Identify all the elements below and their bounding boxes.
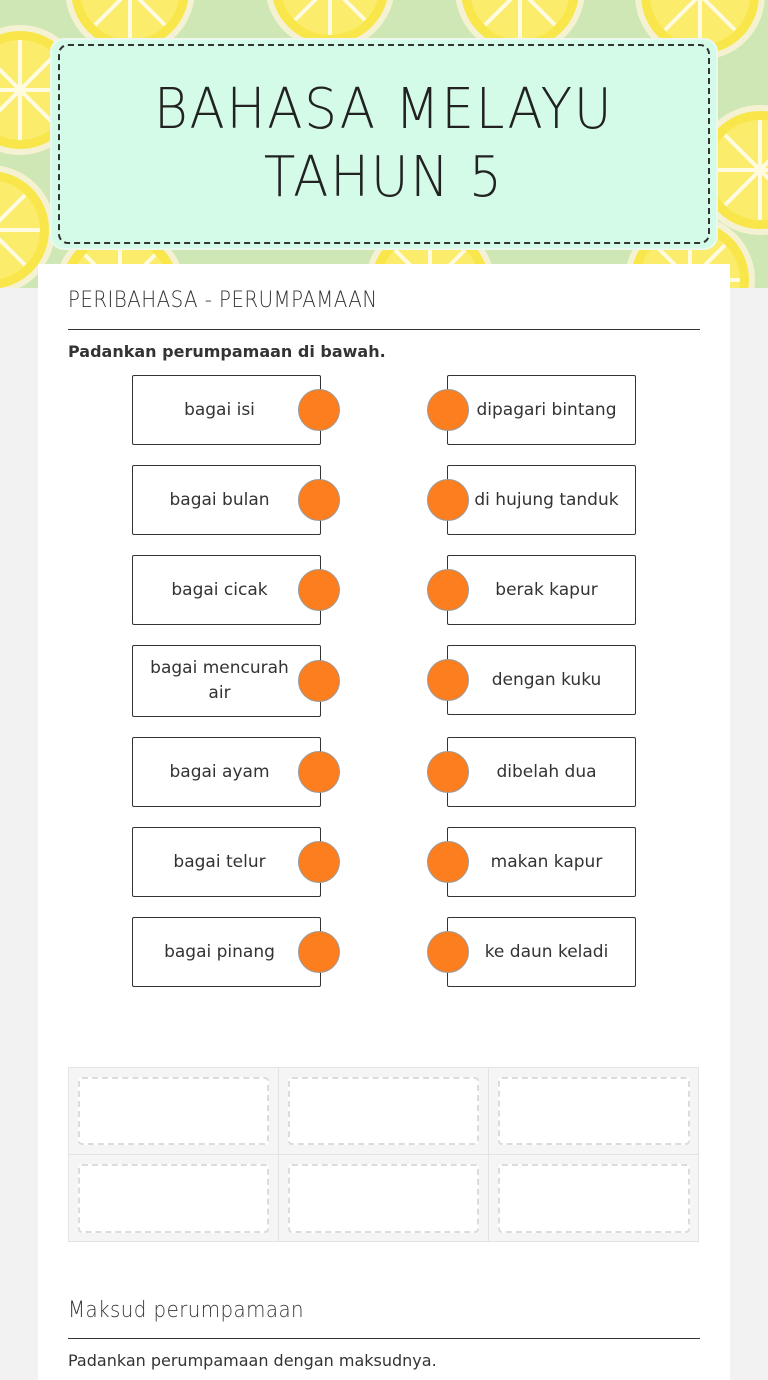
match-item-right[interactable] <box>447 555 636 625</box>
connector-dot-right[interactable] <box>427 479 469 521</box>
match-item-label: di hujung tanduk <box>474 489 619 510</box>
drop-zone[interactable] <box>78 1077 269 1145</box>
grid-cell <box>69 1155 279 1242</box>
match-item-label: bagai bulan <box>169 489 270 510</box>
match-item-right[interactable] <box>447 375 636 445</box>
connector-dot-right[interactable] <box>427 389 469 431</box>
drop-zone[interactable] <box>288 1077 479 1145</box>
match-item-left[interactable] <box>132 555 321 625</box>
connector-dot-right[interactable] <box>427 659 469 701</box>
grid-cell <box>489 1068 699 1155</box>
match-item-label: dengan kuku <box>491 669 602 690</box>
grid-cell <box>279 1155 489 1242</box>
drop-zone[interactable] <box>498 1077 690 1145</box>
match-item-label: bagai pinang <box>164 941 275 962</box>
connector-dot-left[interactable] <box>298 751 340 793</box>
match-item-left[interactable] <box>132 465 321 535</box>
match-item-label: bagai ayam <box>169 761 270 782</box>
match-item-label: bagai isi <box>184 399 255 420</box>
match-item-left[interactable] <box>132 917 321 987</box>
match-item-label: makan kapur <box>490 851 603 872</box>
connector-dot-left[interactable] <box>298 389 340 431</box>
match-item-right[interactable] <box>447 465 636 535</box>
match-item-label: bagai telur <box>173 851 266 872</box>
grid-cell <box>69 1068 279 1155</box>
connector-dot-right[interactable] <box>427 931 469 973</box>
match-item-label: berak kapur <box>495 579 598 600</box>
connector-dot-left[interactable] <box>298 479 340 521</box>
section-divider <box>68 1338 700 1339</box>
instruction-text: Padankan perumpamaan dengan maksudnya. <box>68 1351 437 1370</box>
match-item-label: dibelah dua <box>496 761 597 782</box>
connector-dot-right[interactable] <box>427 841 469 883</box>
grid-cell <box>489 1155 699 1242</box>
match-item-left[interactable] <box>132 375 321 445</box>
match-item-left[interactable] <box>132 645 321 717</box>
worksheet <box>38 264 730 1380</box>
match-item-left[interactable] <box>132 737 321 807</box>
title-card <box>50 38 718 250</box>
match-item-right[interactable] <box>447 827 636 897</box>
grid-cell <box>279 1068 489 1155</box>
match-item-right[interactable] <box>447 645 636 715</box>
connector-dot-left[interactable] <box>298 841 340 883</box>
title-line-1: BAHASA MELAYU <box>154 77 614 142</box>
instruction-text: Padankan perumpamaan di bawah. <box>68 342 386 361</box>
page-title <box>154 76 613 212</box>
match-item-label: bagai mencurah air <box>150 658 289 703</box>
connector-dot-left[interactable] <box>298 569 340 611</box>
match-item-label: ke daun keladi <box>484 941 609 962</box>
match-item-right[interactable] <box>447 917 636 987</box>
section-divider <box>68 329 700 330</box>
connector-dot-left[interactable] <box>298 660 340 702</box>
drop-zone[interactable] <box>288 1164 479 1233</box>
drop-zone-grid <box>68 1067 699 1242</box>
match-item-label: bagai cicak <box>171 579 268 600</box>
section-title: Maksud perumpamaan <box>68 1298 305 1323</box>
match-item-left[interactable] <box>132 827 321 897</box>
match-item-right[interactable] <box>447 737 636 807</box>
connector-dot-right[interactable] <box>427 751 469 793</box>
connector-dot-left[interactable] <box>298 931 340 973</box>
match-item-label: dipagari bintang <box>476 399 617 420</box>
title-line-2: TAHUN 5 <box>264 145 504 210</box>
connector-dot-right[interactable] <box>427 569 469 611</box>
drop-zone[interactable] <box>78 1164 269 1233</box>
section-title: PERIBAHASA - PERUMPAMAAN <box>68 288 378 313</box>
drop-zone[interactable] <box>498 1164 690 1233</box>
